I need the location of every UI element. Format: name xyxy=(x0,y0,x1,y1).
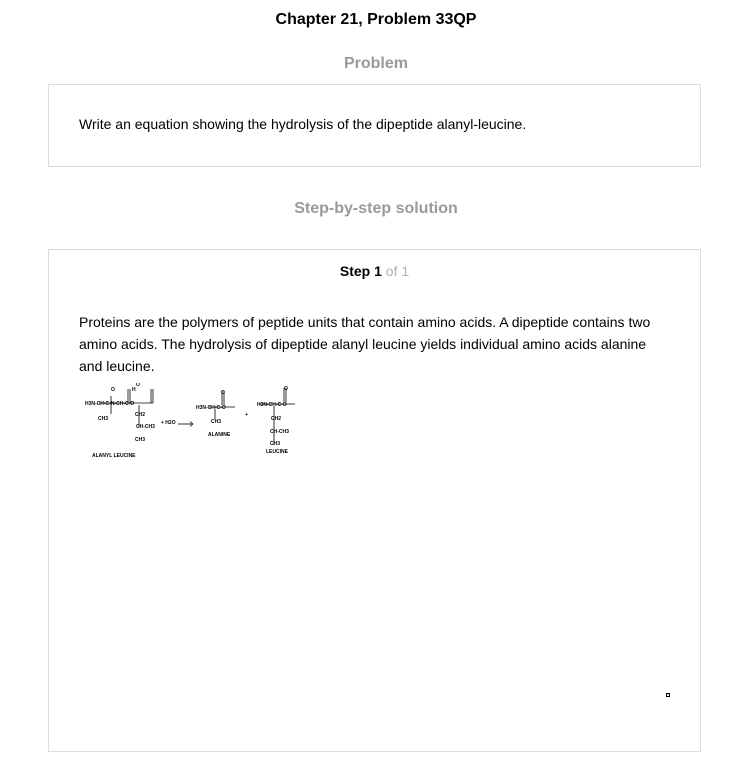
hydrolysis-equation-diagram xyxy=(81,383,303,461)
alanine-label: ALANINE xyxy=(208,432,231,438)
step-label xyxy=(49,263,700,279)
step-number: 1 xyxy=(374,263,382,279)
svg-text:CH-CH3: CH-CH3 xyxy=(270,429,289,435)
plus-sign: + xyxy=(245,412,248,418)
step-text: Proteins are the polymers of peptide units that contain amino acids. A dipeptide contains two amino acids. The hydrolysis of dipeptide alanyl leucine yields individual amino acids alanine and leucine. xyxy=(79,314,651,374)
svg-text:O: O xyxy=(136,383,140,388)
step-total: of 1 xyxy=(385,263,410,279)
svg-text:H3N-CH-C-O: H3N-CH-C-O xyxy=(257,402,287,408)
solution-heading: Step-by-step solution xyxy=(294,200,458,217)
problem-card xyxy=(48,84,701,167)
reaction-figure xyxy=(81,383,303,461)
leucine-label: LEUCINE xyxy=(266,449,288,455)
svg-text:CH2: CH2 xyxy=(135,412,146,418)
step-word: Step xyxy=(339,263,371,279)
problem-text: Write an equation showing the hydrolysis of the dipeptide alanyl-leucine. xyxy=(79,116,527,132)
svg-text:O: O xyxy=(284,386,288,392)
page-title: Chapter 21, Problem 33QP xyxy=(275,11,477,28)
svg-text:CH3: CH3 xyxy=(98,416,109,422)
end-of-solution-marker xyxy=(666,693,670,697)
svg-text:CH3: CH3 xyxy=(270,441,281,447)
water-reactant: + H2O xyxy=(161,420,176,426)
solution-card xyxy=(48,249,701,752)
svg-text:O: O xyxy=(221,390,225,396)
svg-text:H: H xyxy=(132,387,136,393)
svg-text:H3N-CH-C-O: H3N-CH-C-O xyxy=(196,405,226,411)
dipeptide-label: ALANYL LEUCINE xyxy=(92,453,136,459)
svg-text:CH2: CH2 xyxy=(271,416,282,422)
problem-heading: Problem xyxy=(343,55,408,72)
svg-text:O: O xyxy=(111,387,115,393)
dipeptide-formula: H3N-CH-C-N-CH-C-O xyxy=(85,401,135,407)
svg-text:CH3: CH3 xyxy=(135,437,146,443)
svg-text:CH-CH3: CH-CH3 xyxy=(136,424,155,430)
svg-text:CH3: CH3 xyxy=(211,419,222,425)
